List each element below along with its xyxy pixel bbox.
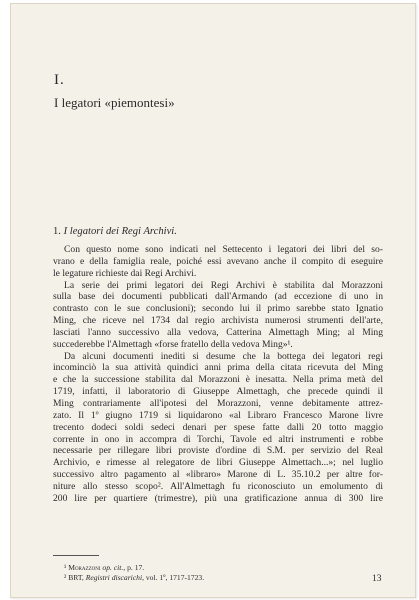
footnote-rest: , vol. 1º, 1717-1723.: [142, 573, 205, 582]
body-text: [53, 244, 383, 505]
text-line: Ming contrariamente all'ipotesi del Morazzoni, venne debitamente attrez-: [53, 397, 383, 409]
text-line: Con questo nome sono indicati nel Settecento i legatori dei libri del so-: [64, 244, 383, 255]
footnote-author: Morazzoni: [68, 563, 101, 572]
text-line: successivo altro pagamento al «libraro» Marone di L. 35.10.2 per altre for-: [53, 469, 383, 481]
section-heading: [53, 226, 177, 237]
section-number: 1.: [53, 226, 61, 237]
text-line: necessarie per rillegare libri proviste d'ordine di S.M. per servizio del Real: [53, 445, 383, 457]
text-line: sulla base dei documenti pubblicati dall'Armando (ad eccezione di uno in: [53, 291, 383, 303]
page-number: 13: [372, 574, 382, 584]
footnote-author: BRT,: [68, 573, 84, 582]
section-title: I legatori dei Regi Archivi.: [63, 226, 177, 237]
text-line: contrasto con le sue conclusioni); secondo lui il primo sarebbe stato Ignatio: [53, 303, 383, 315]
text-line: 1719, infatti, il laboratorio di Giuseppe Almettagh, che precede quindi il: [53, 386, 383, 398]
footnote-italic: op. cit.: [102, 563, 124, 572]
text-line: zato. Il 1º giugno 1719 si liquidarono «al Libraro Francesco Marone livre: [53, 409, 383, 421]
text-line: La serie dei primi legatori dei Regi Archivi è stabilita dal Morazzoni: [64, 279, 383, 291]
book-page: [10, 3, 416, 598]
text-line: Da alcuni documenti inediti si desume che la bottega dei legatori regi: [64, 350, 383, 362]
chapter-title: I legatori «piemontesi»: [54, 95, 175, 110]
text-line: trecento dodeci soldi sedeci denari per spese fatte dalli 20 totto maggio: [53, 421, 383, 433]
text-line: succederebbe l'Almettagh «forse fratello della vedova Ming»¹.: [53, 338, 293, 350]
footnote-italic: Registri discarichi: [85, 573, 143, 582]
footnote-rest: , p. 17.: [123, 563, 145, 572]
footnote-1: [64, 563, 204, 573]
text-line: corrente in ono in accompra di Torchi, Tavole ed altri instrumenti e robbe: [53, 433, 383, 445]
text-line: incominciò la sua attività quindici anni prima della citata ricevuta del Ming: [53, 362, 383, 374]
footnote-rule: [53, 555, 99, 556]
text-line: lasciati l'anno successivo alla vedova, Catterina Almettagh Ming; al Ming: [53, 326, 383, 338]
footnote-mark: ²: [64, 573, 67, 582]
footnote-mark: ¹: [64, 563, 67, 572]
text-line: niture allo stesso scopo². All'Almettagh fu riconosciuto un emolumento di: [53, 480, 383, 492]
text-line: le legature richieste dai Regi Archivi.: [53, 267, 197, 279]
text-line: 200 lire per quartiere (trimestre), più una gratificazione annua di 300 lire: [53, 492, 383, 504]
text-line: e che la successione stabilita dal Morazzoni è inesatta. Nella prima metà del: [53, 374, 383, 386]
chapter-number: I.: [54, 72, 65, 88]
footnote-2: [64, 573, 204, 583]
text-line: Ming, che riceve nel 1734 dal regio archivista numerosi strumenti dell'arte,: [53, 315, 383, 327]
text-line: vrano e della famiglia reale, poiché essi avevano anche il compito di eseguire: [53, 255, 383, 267]
footnotes: [64, 563, 204, 583]
text-line: Archivio, e rimesse al relegatore de libri Giuseppe Almettach...»; nel luglio: [53, 457, 383, 469]
